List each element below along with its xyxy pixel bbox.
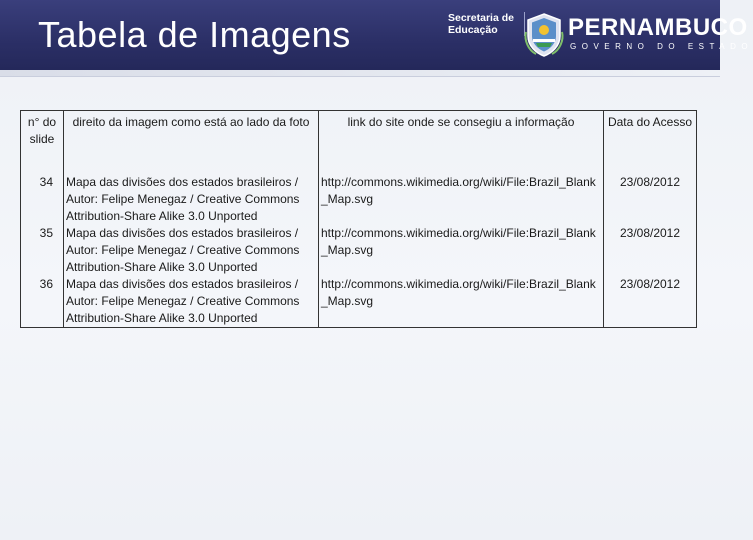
table-row [21, 276, 697, 328]
table-row [21, 225, 697, 276]
cell-image-credit: Mapa das divisões dos estados brasileiros / Autor: Felipe Menegaz / Creative Commons Attribution-Share Alike 3.0 Unported [64, 225, 319, 276]
column-header-credit: direito da imagem como está ao lado da foto [64, 111, 319, 155]
cell-access-date: 23/08/2012 [604, 154, 697, 225]
cell-slide-number: 35 [21, 225, 64, 276]
column-header-slide: n° do slide [21, 111, 64, 155]
cell-access-date: 23/08/2012 [604, 276, 697, 328]
header-divider [0, 70, 720, 77]
brand-subtitle: GOVERNO DO ESTADO [570, 42, 753, 51]
cell-slide-number: 34 [21, 154, 64, 225]
secretaria-line-2: Educação [448, 24, 498, 36]
table-header-row [21, 111, 697, 155]
cell-slide-number: 36 [21, 276, 64, 328]
pernambuco-crest-icon [524, 12, 564, 58]
slide-title: Tabela de Imagens [38, 14, 351, 55]
cell-image-credit: Mapa das divisões dos estados brasileiros / Autor: Felipe Menegaz / Creative Commons Attribution-Share Alike 3.0 Unported [64, 154, 319, 225]
image-credits-table [20, 110, 697, 328]
cell-image-credit: Mapa das divisões dos estados brasileiros / Autor: Felipe Menegaz / Creative Commons Attribution-Share Alike 3.0 Unported [64, 276, 319, 328]
cell-source-link: http://commons.wikimedia.org/wiki/File:Brazil_Blank_Map.svg [319, 154, 604, 225]
table-row [21, 154, 697, 225]
cell-source-link: http://commons.wikimedia.org/wiki/File:Brazil_Blank_Map.svg [319, 225, 604, 276]
secretaria-line-1: Secretaria de [448, 12, 514, 24]
brand-name: PERNAMBUCO [568, 14, 748, 41]
column-header-date: Data do Acesso [604, 111, 697, 155]
secretaria-logo [448, 12, 525, 36]
slide-header [0, 0, 753, 70]
column-header-link: link do site onde se consegiu a informação [319, 111, 604, 155]
cell-source-link: http://commons.wikimedia.org/wiki/File:Brazil_Blank_Map.svg [319, 276, 604, 328]
cell-access-date: 23/08/2012 [604, 225, 697, 276]
